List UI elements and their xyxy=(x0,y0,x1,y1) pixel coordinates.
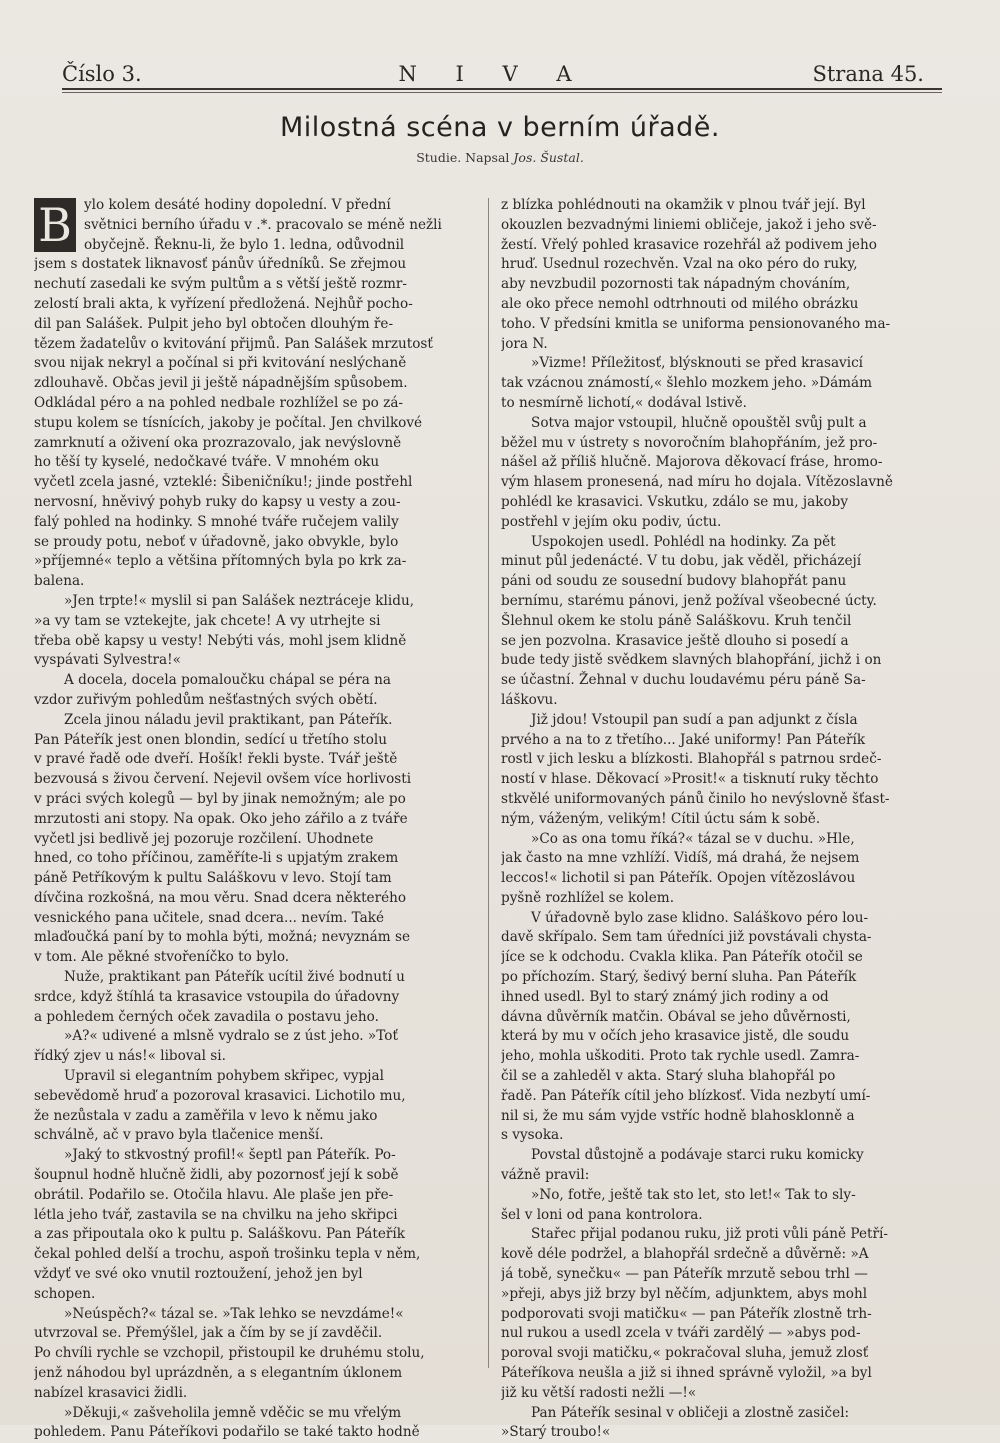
text-line: létla jeho tvář, zastavila se na chvilku na jeho skřipci xyxy=(34,1206,398,1223)
text-line: Odkládal péro a na pohled nedbale rozhlížel se po zá- xyxy=(34,394,404,411)
text-line: »Starý troubo!« xyxy=(501,1424,611,1441)
text-line: z blízka pohlédnouti na okamžik v plnou tvář její. Byl xyxy=(501,197,866,213)
text-line: v práci svých kolegů — byl by jinak nemožným; ale po xyxy=(34,790,406,807)
text-line: nášel až příliš hlučně. Majorova děkovací fráse, hromo- xyxy=(501,454,883,471)
text-line: vesnického pana učitele, snad dcera... nevím. Také xyxy=(34,909,385,926)
text-line: V úřadovně bylo zase klidno. Saláškovo péro lou- xyxy=(531,909,869,926)
text-line: utvrzoval se. Přemýšlel, jak a čím by se jí zavděčil. xyxy=(34,1325,383,1342)
text-line: tězem žadatelův o kvitování přijmů. Pan Salášek mrzutosť xyxy=(34,335,433,352)
text-line: bude tedy jistě svědkem slavných blahopřání, jichž i on xyxy=(501,652,882,669)
text-line: vyspávati Sylvestra!« xyxy=(34,652,181,669)
text-line: běžel mu v ústrety s novoročním blahopřáním, jež pro- xyxy=(501,434,878,451)
text-line: Upravil si elegantním pohybem skřipec, vypjal xyxy=(64,1068,384,1085)
text-line: toho. V předsíni kmitla se uniforma pensionovaného ma- xyxy=(501,315,891,332)
text-line: pohlédl ke krasavici. Vskutku, zdálo se mu, jakoby xyxy=(501,493,849,510)
text-line: Pan Páteřík sesinal v obličeji a zlostně zasičel: xyxy=(531,1404,850,1421)
header-rule xyxy=(62,88,942,90)
column-divider xyxy=(488,198,489,1368)
text-line: nil si, že mu sám vyjde vstříc hodně blahosklonně a xyxy=(501,1107,855,1124)
text-line: řídký zjev u nás!« liboval si. xyxy=(34,1048,226,1065)
text-line: žestí. Vřelý pohled krasavice rozehřál až podivem jeho xyxy=(501,236,877,253)
text-line: která by mu v očích jeho krasavice jistě, dle soudu xyxy=(501,1028,850,1045)
text-line: bezvousá s živou červení. Nejevil ovšem více horlivosti xyxy=(34,771,412,788)
text-line: jíce se k odchodu. Cvakla klika. Pan Páteřík otočil se xyxy=(501,949,863,966)
text-line: okouzlen bezvadnými liniemi obličeje, jakož i jeho svě- xyxy=(501,216,877,233)
text-line: »Jaký to stkvostný profil!« šeptl pan Páteřík. Po- xyxy=(64,1147,396,1164)
text-line: obyčejně. Řeknu-li, že bylo 1. ledna, odůvodnil xyxy=(84,236,405,253)
author-name: Jos. Šustal. xyxy=(513,150,584,165)
text-line: zelostí brali akta, k vyřízení předložená. Nejhůř pocho- xyxy=(34,295,413,312)
text-line: již ku větší radosti nežli —!« xyxy=(501,1384,697,1401)
text-line: aby nevzbudil pozornosti tak nápadným chováním, xyxy=(501,276,851,293)
text-line: vzdor zuřivým pohledům nešťastných svých obětí. xyxy=(34,691,378,708)
article-title: Milostná scéna v berním úřadě. xyxy=(280,112,720,143)
text-line: minut půl jedenácté. V tu dobu, jak věděl, přicházejí xyxy=(501,553,862,570)
text-line: čil se a zahleděl v akta. Starý sluha blahopřál po xyxy=(501,1068,836,1085)
text-line: svou nijak nekryl a počínal si při kvitování neslýchaně xyxy=(34,355,407,372)
text-line: »Vizme! Příležitosť, blýsknouti se před krasavicí xyxy=(531,355,864,372)
journal-name: N I V A xyxy=(398,62,588,86)
text-line: schopen. xyxy=(34,1285,96,1302)
text-line: Pan Páteřík jest onen blondin, sedící u třetího stolu xyxy=(34,731,388,748)
text-line: podporovati svoji matičku« — pan Páteřík zlostně trh- xyxy=(501,1305,872,1322)
text-line: stupu kolem se tísnících, jakoby je počítal. Jen chvilkové xyxy=(34,414,423,431)
text-line: ným, váženým, velikým! Cítil úctu sám k sobě. xyxy=(501,810,821,827)
text-line: tak vzácnou známostí,« šlehlo mozkem jeho. »Dámám xyxy=(501,375,873,392)
text-line: prvého a na to z třetího... Jaké uniformy! Pan Páteřík xyxy=(501,731,866,748)
byline-prefix: Studie. Napsal xyxy=(416,150,510,165)
text-line: pohledem. Panu Páteříkovi podařilo se také takto hodně xyxy=(34,1424,420,1441)
text-line: pyšně rozhlížel se kolem. xyxy=(501,889,675,906)
issue-number: Číslo 3. xyxy=(62,62,142,86)
text-line: čekal pohled delší a trochu, aspoň trošinku tepla v něm, xyxy=(34,1246,421,1263)
page-number: Strana 45. xyxy=(812,62,924,86)
text-line: láškovu. xyxy=(501,691,558,708)
text-line: třeba obě kapsy u vesty! Nebýti vás, mohl jsem klidně xyxy=(34,632,407,649)
running-head xyxy=(62,58,924,92)
text-line: poroval svoji matičku,« pokračoval sluha, jemuž zlosť xyxy=(501,1345,869,1362)
text-line: hned, co toho příčinou, zaměříte-li s upjatým zrakem xyxy=(34,850,399,867)
text-line: ale oko přece nemohl odtrhnouti od milého obrázku xyxy=(501,295,859,312)
text-line: dil pan Salášek. Pulpit jeho byl obtočen dlouhým ře- xyxy=(34,315,394,332)
text-line: postřehl v jejím oku podiv, úctu. xyxy=(501,513,722,530)
text-line: a pohledem černých oček zavadila o postavu jeho. xyxy=(34,1008,379,1025)
text-line: to nesmírně lichotí,« dodával lstivě. xyxy=(501,394,747,411)
text-line: »A?« udivené a mlsně vydralo se z úst jeho. »Toť xyxy=(64,1028,398,1045)
right-column xyxy=(501,196,947,1443)
text-line: »Co as ona tomu říká?« tázal se v duchu. »Hle, xyxy=(531,830,855,847)
text-line: jenž náhodou byl uprázdněn, a s elegantním úklonem xyxy=(34,1365,403,1382)
text-line: balena. xyxy=(34,573,85,590)
text-line: vým hlasem pronesená, nad míru ho dojala. Vítězoslavně xyxy=(501,474,893,491)
text-line: »No, fotře, ještě tak sto let, sto let!« Tak to sly- xyxy=(531,1186,856,1203)
text-line: Zcela jinou náladu jevil praktikant, pan Páteřík. xyxy=(64,711,393,728)
text-line: se jen pozvolna. Krasavice ještě dlouho si posedí a xyxy=(501,632,849,649)
text-line: světnici berního úřadu v .*. pracovalo se méně nežli xyxy=(84,216,442,233)
text-line: »a vy tam se vztekejte, jak chcete! A vy utrhejte si xyxy=(34,612,381,629)
text-line: se účastní. Žehnal v duchu loudavému péru páně Sa- xyxy=(501,672,866,689)
text-line: nechutí zasedali ke svým pultům a s větší ještě rozmr- xyxy=(34,276,407,293)
text-line: obrátil. Podařilo se. Otočila hlavu. Ale plaše jen pře- xyxy=(34,1186,394,1203)
text-line: vážně pravil: xyxy=(501,1167,590,1184)
text-line: srdce, když štíhlá ta krasavice vstoupila do úřadovny xyxy=(34,988,400,1005)
text-line: ihned usedl. Byl to starý známý jich rodiny a od xyxy=(501,988,829,1005)
text-line: zamrknutí a oživení oka prozrazovalo, jak nevýslovně xyxy=(34,434,402,451)
text-line: vyčetl jsi bedlivě jej pozoruje rozčilení. Uhodnete xyxy=(34,830,374,847)
text-line: »přeji, abys již brzy byl něčím, adjunktem, abys mohl xyxy=(501,1285,868,1302)
text-line: v tom. Ale pěkné stvořeníčko to bylo. xyxy=(34,949,290,966)
text-line: ho těší ty kyselé, nedočkavé tváře. V mnohém oku xyxy=(34,454,380,471)
text-line: Páteříkova neušla a již si ihned správně vyložil, »a byl xyxy=(501,1365,872,1382)
text-line: Uspokojen usedl. Pohlédl na hodinky. Za pět xyxy=(531,533,836,550)
text-line: schválně, ač v pravo byla tlačenice menší. xyxy=(34,1127,324,1144)
text-line: řadě. Pan Páteřík cítil jeho blízkosť. Vida nezbytí umí- xyxy=(501,1087,871,1104)
text-line: zdlouhavě. Občas jevil ji ještě nápadnějším spůsobem. xyxy=(34,375,408,392)
text-line: Šlehnul okem ke stolu páně Saláškovu. Kruh tenčil xyxy=(501,612,852,629)
text-line: páně Petříkovým k pultu Saláškovu v levo. Stojí tam xyxy=(34,870,392,887)
text-line: se proudy potu, neboť v úřadovně, jako obvykle, bylo xyxy=(34,533,399,550)
text-line: Nuže, praktikant pan Páteřík ucítil živé bodnutí u xyxy=(64,969,405,986)
text-line: jsem s dostatek liknavosť pánův úředníků. Se zřejmou xyxy=(34,256,407,273)
text-line: »Děkuji,« zašveholila jemně vděčic se mu vřelým xyxy=(64,1404,402,1421)
text-line: ylo kolem desáté hodiny dopolední. V přední xyxy=(84,197,391,213)
text-line: s vysoka. xyxy=(501,1127,564,1144)
text-line: kově déle podržel, a blahopřál srdečně a důvěrně: »A xyxy=(501,1246,869,1263)
text-line: rostl v jich lesku a blízkosti. Blahopřál s patrnou srdeč- xyxy=(501,751,882,768)
text-line: že nezůstala v zadu a zaměřila v levo k němu jako xyxy=(34,1107,378,1124)
text-line: po příchozím. Starý, šedivý berní sluha. Pan Páteřík xyxy=(501,969,857,986)
text-line: sebevědomě hruď a pozoroval krasavici. Lichotilo mu, xyxy=(34,1087,406,1104)
text-line: jak často na mne vzhlíží. Vidíš, má drahá, že nejsem xyxy=(501,850,860,867)
text-line: »příjemné« teplo a většina přítomných byla po krk za- xyxy=(34,553,407,570)
text-line: jora N. xyxy=(501,335,548,352)
text-line: mrzutosti ani stopy. Na opak. Oko jeho zářilo a z tváře xyxy=(34,810,408,827)
text-line: dívčina rozkošná, na mou věru. Snad dcera některého xyxy=(34,889,407,906)
text-line: falý pohled na hodinky. S mnohé tváře ručejem valily xyxy=(34,513,399,530)
text-line: leccos!« lichotil si pan Páteřík. Opojen vítězoslávou xyxy=(501,870,856,887)
text-line: davě skřípalo. Sem tam úředníci již povstávali chysta- xyxy=(501,929,872,946)
text-line: hruď. Usednul rozechvěn. Vzal na oko péro do ruky, xyxy=(501,256,858,273)
text-line: Stařec přijal podanou ruku, již proti vůli páně Petří- xyxy=(531,1226,888,1243)
text-line: dávna důvěrník matčin. Obával se jeho důvěrnosti, xyxy=(501,1008,851,1025)
text-line: Již jdou! Vstoupil pan sudí a pan adjunkt z čísla xyxy=(531,711,858,728)
text-line: Povstal důstojně a podávaje starci ruku komicky xyxy=(531,1147,864,1164)
text-line: nabízel krasavici židli. xyxy=(34,1384,188,1401)
text-line: A docela, docela pomaloučku chápal se péra na xyxy=(64,672,392,689)
text-line: ností v hlase. Děkovací »Prosit!« a tisknutí ruky těchto xyxy=(501,771,879,788)
text-line: »Neúspěch?« tázal se. »Tak lehko se nevzdáme!« xyxy=(64,1305,404,1322)
text-line: jeho, mohla uškoditi. Proto tak rychle usedl. Zamra- xyxy=(501,1048,860,1065)
header-rule-thin xyxy=(62,92,942,93)
text-line: páni od soudu ze sousední budovy blahopřát panu xyxy=(501,573,847,590)
text-line: mlaďoučká paní by to mohla býti, možná; nevyznám se xyxy=(34,929,411,946)
text-line: Sotva major vstoupil, hlučně opouštěl svůj pult a xyxy=(531,414,867,431)
text-line: nul rukou a usedl zcela v tváři zardělý — »abys pod- xyxy=(501,1325,861,1342)
text-line: šel v loni od pana kontrolora. xyxy=(501,1206,703,1223)
text-line: já tobě, synečku« — pan Páteřík mrzutě sebou trhl — xyxy=(501,1266,868,1283)
text-line: Po chvíli rychle se vzchopil, přistoupil ke druhému stolu, xyxy=(34,1345,425,1362)
text-line: vždyť ve své oko vnutil roztoužení, jehož jen byl xyxy=(34,1266,363,1283)
text-line: bernímu, starému pánovi, jenž požíval všeobecné úcty. xyxy=(501,592,877,609)
text-line: nervosní, hněvivý pohyb ruky do kapsy u vesty a zou- xyxy=(34,493,401,510)
text-line: vyčetl zcela jasné, vzteklé: Šibeničníku!; jinde postřehl xyxy=(34,474,413,491)
text-line: v pravé řadě ode dveří. Hošík! řekli byste. Tvář ještě xyxy=(34,751,398,768)
text-line: šoupnul hodně hlučně židli, aby pozornosť její k sobě xyxy=(34,1167,399,1184)
article-byline xyxy=(0,150,1000,165)
text-line: »Jen trpte!« myslil si pan Salášek neztráceje klidu, xyxy=(64,592,415,609)
left-column xyxy=(34,196,474,1443)
text-line: stkvělé uniformovaných pánů činilo ho nevýslovně šťast- xyxy=(501,790,890,807)
drop-cap: B xyxy=(34,198,76,252)
text-line: a zas připoutala oko k pultu p. Saláškovu. Pan Páteřík xyxy=(34,1226,405,1243)
